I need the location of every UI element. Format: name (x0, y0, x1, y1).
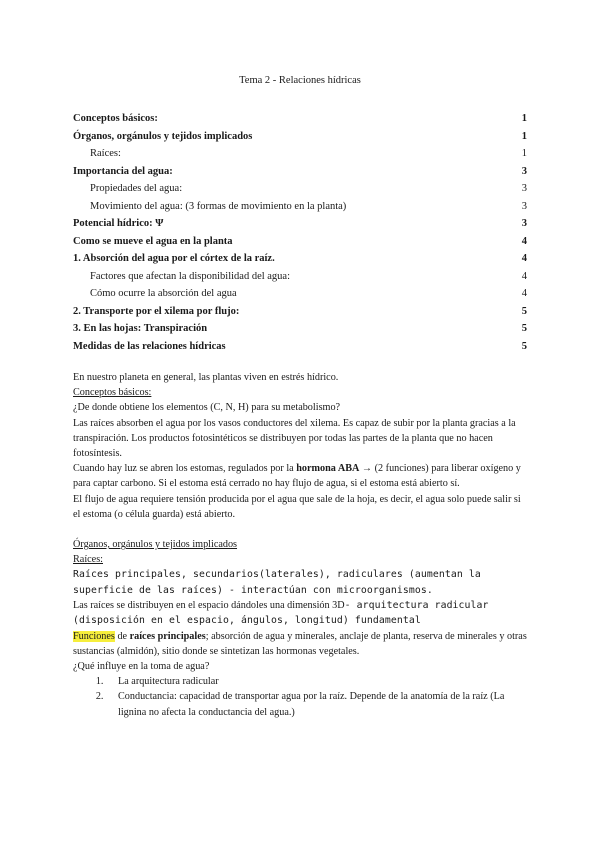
question-toma-agua: ¿Qué influye en la toma de agua? (73, 661, 210, 673)
toc-entry-label: Como se mueve el agua en la planta (73, 235, 233, 247)
toc-entry-page: 1 (521, 113, 527, 125)
toc-entry-page: 3 (521, 183, 527, 195)
toc-entry[interactable] (73, 163, 527, 181)
section-heading-organos: Órganos, orgánulos y tejidos implicados (73, 539, 238, 551)
paragraph-flujo-agua: El flujo de agua requiere tensión producida por el agua que sale de la hoja, es decir, el agua solo puede salir si el estoma (o célula guarda) está abierto. (73, 493, 521, 520)
document-body (73, 370, 529, 720)
toc-entry[interactable] (73, 233, 527, 251)
toc-entry[interactable] (73, 198, 527, 216)
toc-entry-label: Medidas de las relaciones hídricas (73, 340, 226, 352)
toc-entry-page: 3 (521, 218, 527, 230)
paragraph-distribucion: Las raíces se distribuyen en el espacio dándoles una dimensión 3D- arquitectura radicular (disposición en el espacio, ángulos, longitud) fundamental (73, 600, 489, 627)
toc-entry-label: Potencial hídrico: Ψ (73, 218, 164, 230)
toc-entry-label: Órganos, orgánulos y tejidos implicados (73, 130, 253, 142)
toc-entry-label: 1. Absorción del agua por el córtex de la raíz. (73, 253, 275, 265)
list-item: 1. La arquitectura radicular (106, 674, 529, 689)
toc-entry[interactable] (73, 128, 527, 146)
toc-entry[interactable] (73, 110, 527, 128)
list-item: 2. Conductancia: capacidad de transportar agua por la raíz. Depende de la anatomía de la raíz (La lignina no afecta la conductancia del agua.) (106, 689, 529, 719)
toc-entry-page: 4 (521, 253, 527, 265)
toc-entry-page: 3 (521, 200, 527, 212)
toc-entry-label: Movimiento del agua: (3 formas de movimiento en la planta) (90, 200, 347, 212)
toc-entry-page: 5 (521, 305, 527, 317)
paragraph-raices-absorben: Las raíces absorben el agua por los vasos conductores del xilema. Es capaz de subir por la planta gracias a la transpiración. Los productos fotosintéticos se distribuyen por todas las partes de la planta que no hacen fotosíntesis. (73, 417, 516, 460)
toc-entry-page: 1 (521, 148, 527, 160)
toc-entry-page: 4 (521, 235, 527, 247)
toc-entry[interactable] (73, 303, 527, 321)
toc-entry-page: 5 (521, 340, 527, 352)
toc-entry-label: Factores que afectan la disponibilidad del agua: (90, 270, 291, 282)
paragraph-luz-estomas: Cuando hay luz se abren los estomas, regulados por la hormona ABA → (2 funciones) para liberar oxígeno y para captar carbono. Si el estoma está cerrado no hay flujo de agua, si el estoma está abierto sí. (73, 463, 521, 490)
highlighted-funciones: Funciones (73, 630, 115, 642)
paragraph-tipos-raices: Raíces principales, secundarios(laterales), radiculares (aumentan la superficie de las raíces) - interactúan con microorganismos. (73, 569, 481, 596)
paragraph-funciones: Funciones de raíces principales; absorción de agua y minerales, anclaje de planta, reserva de minerales y otras sustancias (almidón), sitio donde se sintetizan las hormonas vegetales. (73, 630, 527, 657)
toc-entry-label: 3. En las hojas: Transpiración (73, 323, 208, 335)
toc-entry-page: 5 (521, 323, 527, 335)
toc-entry-label: Propiedades del agua: (90, 183, 183, 195)
table-of-contents (73, 110, 527, 355)
document-title: Tema 2 - Relaciones hídricas (239, 75, 361, 86)
toc-entry-label: Cómo ocurre la absorción del agua (90, 288, 237, 300)
toc-entry-label: Conceptos básicos: (73, 113, 158, 125)
toc-entry-page: 4 (521, 288, 527, 300)
spacer (73, 522, 529, 537)
subheading-raices: Raíces: (73, 554, 103, 566)
toc-entry[interactable] (73, 285, 527, 303)
toc-entry[interactable] (73, 215, 527, 233)
question-elements: ¿De donde obtiene los elementos (C, N, H) para su metabolismo? (73, 402, 341, 414)
hormona-aba-term: hormona ABA (296, 463, 360, 475)
toc-entry[interactable] (73, 250, 527, 268)
numbered-list (73, 674, 529, 720)
toc-entry[interactable] (73, 145, 527, 163)
toc-entry[interactable] (73, 338, 527, 356)
toc-entry-label: 2. Transporte por el xilema por flujo: (73, 305, 240, 317)
toc-entry[interactable] (73, 320, 527, 338)
toc-entry-page: 4 (521, 270, 527, 282)
toc-entry-label: Raíces: (90, 148, 121, 160)
intro-paragraph: En nuestro planeta en general, las plantas viven en estrés hídrico. (73, 372, 339, 383)
toc-entry[interactable] (73, 268, 527, 286)
section-heading-conceptos: Conceptos básicos: (73, 387, 152, 399)
toc-entry-page: 1 (521, 130, 527, 142)
toc-entry-label: Importancia del agua: (73, 165, 173, 177)
toc-entry[interactable] (73, 180, 527, 198)
toc-entry-page: 3 (521, 165, 527, 177)
